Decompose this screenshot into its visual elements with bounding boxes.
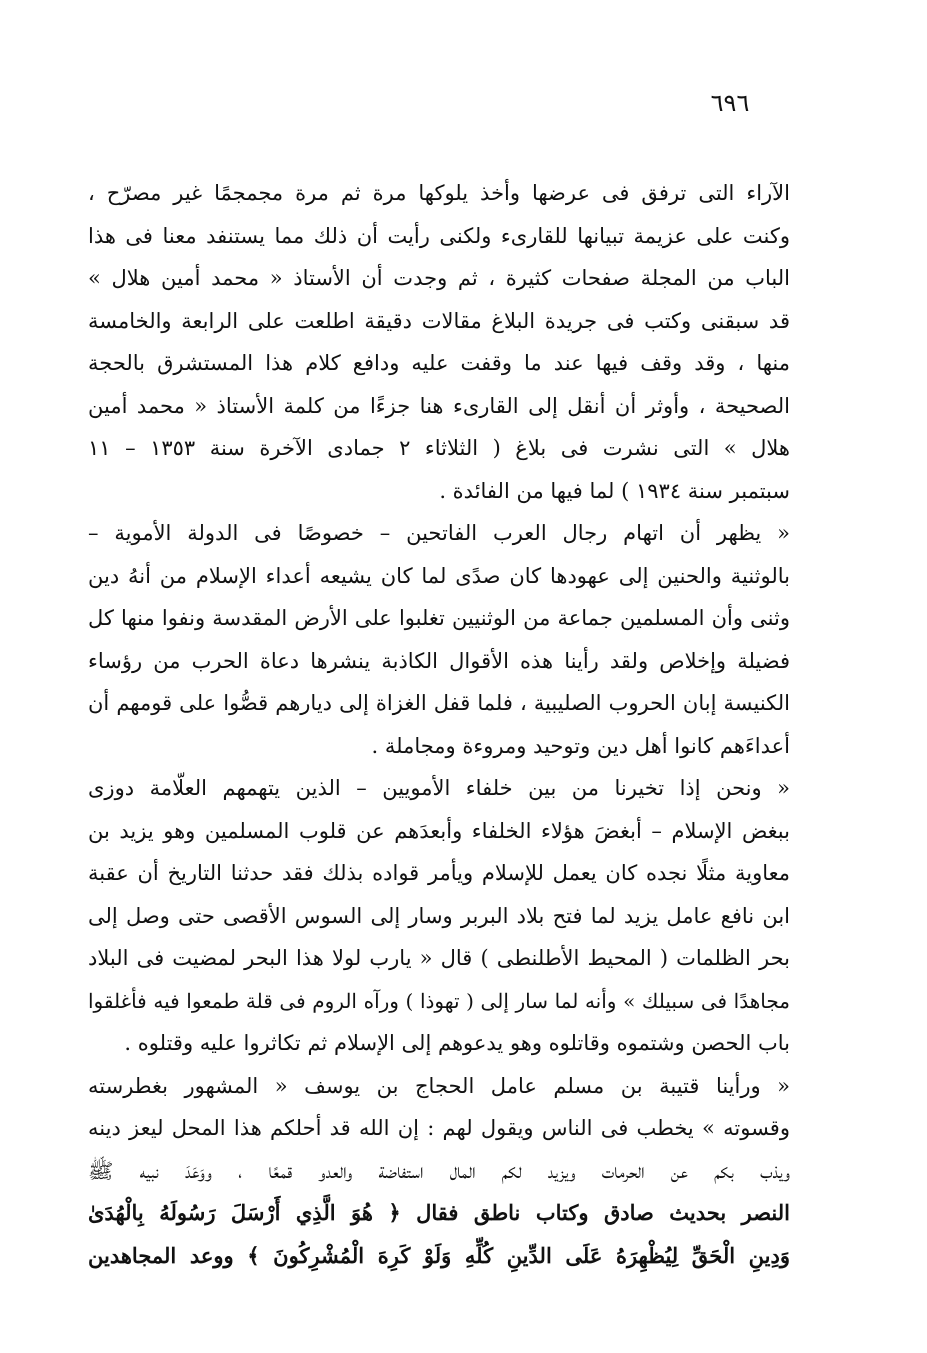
- text-line: سبتمبر سنة ١٩٣٤ ) لما فيها من الفائدة .: [439, 478, 790, 503]
- text-line: بحر الظلمات ( المحيط الأطلنطى ) قال « يارب لولا هذا البحر لمضيت فى البلاد: [88, 946, 790, 970]
- text-line: « يظهر أن اتهام رجال العرب الفاتحين – خصوصًا فى الدولة الأموية –: [88, 521, 790, 545]
- text-line: الآراء التى ترفق فى عرضها وأخذ يلوكها مرة ثم مرة مجمجمًا غير مصرّح ،: [88, 181, 790, 205]
- text-line: الباب من المجلة صفحات كثيرة ، ثم وجدت أن الأستاذ « محمد أمين هلال »: [88, 266, 790, 290]
- text-line: الكنيسة إبان الحروب الصليبية ، فلما قفل الغزاة إلى ديارهم قصُّوا على قومهم أن: [88, 691, 790, 715]
- text-line: ببغض الإسلام – أبغضَ هؤلاء الخلفاء وأبعدَهم عن قلوب المسلمين وهو يزيد بن: [88, 818, 790, 843]
- text-line: النصر بحديث صادق وكتاب ناطق فقال ﴿ هُوَ الَّذِي أَرْسَلَ رَسُولَهُ بِالْهُدَىٰ: [88, 1200, 790, 1225]
- body-text: [88, 172, 790, 1277]
- text-line: وقسوته » يخطب فى الناس ويقول لهم : إن الله قد أحلكم هذا المحل ليعز دينه: [88, 1116, 790, 1140]
- text-line: مجاهدًا فى سبيلك » وأنه لما سار إلى ( تهوذا ) ورآه الروم فى قلة طمعوا فيه فأغلقوا: [88, 988, 790, 1013]
- text-line: باب الحصن وشتموه وقاتلوه وهو يدعوهم إلى الإسلام ثم تكاثروا عليه وقتلوه .: [124, 1031, 790, 1055]
- text-line: هلال » التى نشرت فى بلاغ ( الثلاثاء ٢ جمادى الآخرة سنة ١٣٥٣ – ١١: [88, 436, 790, 460]
- text-line: وثنى وأن المسلمين جماعة من الوثنيين تغلبوا على الأرض المقدسة ونفوا منها كل: [88, 606, 790, 630]
- text-line: « ونحن إذا تخيرنا من بين خلفاء الأمويين – الذين يتهمهم العلّامة دوزى: [88, 776, 790, 800]
- text-line: ويذب بكم عن الحرمات ويزيد لكم المال استفاضة والعدو قمعًا ، ووَعَدَ نبيه ﷺ: [88, 1158, 790, 1183]
- text-line: قد سبقنى وكتب فى جريدة البلاغ مقالات دقيقة اطلعت على الرابعة والخامسة: [88, 308, 790, 333]
- text-line: فضيلة وإخلاص ولقد رأينا هذه الأقوال الكاذبة ينشرها دعاة الحرب من رؤساء: [88, 648, 790, 673]
- text-line: ابن نافع عامل يزيد لما فتح بلاد البربر وسار إلى السوس الأقصى حتى وصل إلى: [88, 903, 790, 928]
- text-line: معاوية مثلًا نجده كان يعمل للإسلام ويأمر قواده بذلك فقد حدثنا التاريخ أن عقبة: [88, 861, 790, 885]
- text-line: « ورأينا قتيبة بن مسلم عامل الحجاج بن يوسف « المشهور بغطرسته: [88, 1073, 790, 1098]
- text-line: وَدِينِ الْحَقِّ لِيُظْهِرَهُ عَلَى الدِّينِ كُلِّهِ وَلَوْ كَرِهَ الْمُشْرِكُونَ ﴾ ووعد المجاهدين: [88, 1242, 790, 1268]
- text-line: الصحيحة ، وأوثر أن أنقل إلى القارىء هنا جزءًا من كلمة الأستاذ « محمد أمين: [88, 393, 790, 418]
- text-line: أعداءَهم كانوا أهل دين وتوحيد ومروءة ومجاملة .: [371, 733, 790, 758]
- text-line: منها ، وقد وقف فيها عند ما وقفت عليه ودافع كلام هذا المستشرق بالحجة: [88, 351, 790, 375]
- page-number: ٦٩٦: [710, 89, 750, 117]
- text-line: بالوثنية والحنين إلى عهودها كان صدًى لما كان يشيعه أعداء الإسلام من أنهُ دين: [88, 563, 790, 588]
- text-line: وكنت على عزيمة تبيانها للقارىء ولكنى رأيت أن ذلك مما يستنفد معنا فى هذا: [88, 223, 790, 248]
